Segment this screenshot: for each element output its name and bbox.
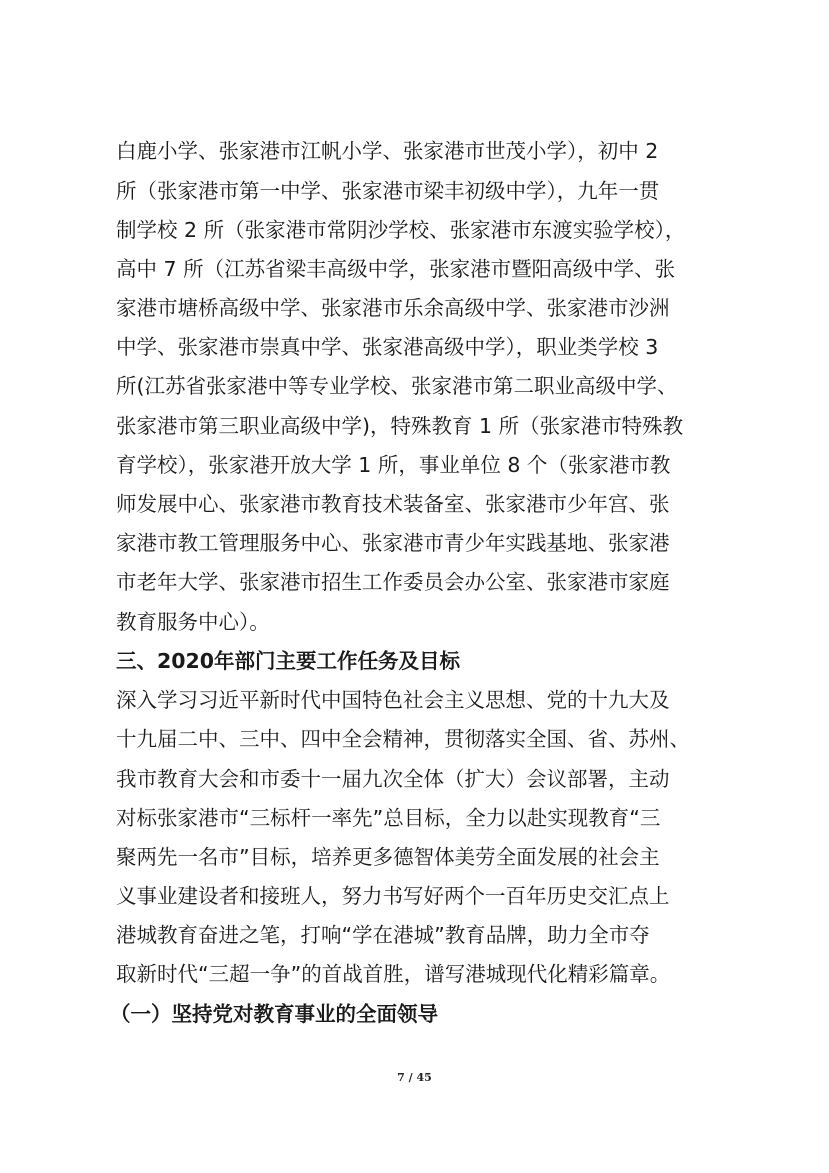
text-line: 高中 7 所（江苏省梁丰高级中学，张家港市暨阳高级中学、张 [116, 257, 676, 281]
text-line: 深入学习习近平新时代中国特色社会主义思想、党的十九大及 [116, 688, 670, 712]
text-line: 家港市塘桥高级中学、张家港市乐余高级中学、张家港市沙洲 [116, 296, 670, 320]
text-line: 我市教育大会和市委十一届九次全体（扩大）会议部署，主动 [116, 767, 670, 791]
text-line: 港城教育奋进之笔，打响“学在港城”教育品牌，助力全市夺 [116, 923, 650, 947]
text-line: 张家港市第三职业高级中学)，特殊教育 1 所（张家港市特殊教 [116, 414, 684, 438]
text-line: 市老年大学、张家港市招生工作委员会办公室、张家港市家庭 [116, 570, 670, 594]
text-line: 白鹿小学、张家港市江帆小学、张家港市世茂小学），初中 2 [116, 139, 659, 163]
text-line: 教育服务中心）。 [116, 610, 270, 634]
text-line: 对标张家港市“三标杆一率先”总目标，全力以赴实现教育“三 [116, 806, 661, 830]
text-line: 中学、张家港市崇真中学、张家港高级中学），职业类学校 3 [116, 335, 659, 359]
text-line: 育学校），张家港开放大学 1 所，事业单位 8 个（张家港市教 [116, 453, 671, 477]
subheading: （一）坚持党对教育事业的全面领导 [110, 1002, 438, 1026]
text-line: 家港市教工管理服务中心、张家港市青少年实践基地、张家港 [116, 531, 670, 555]
text-line: 师发展中心、张家港市教育技术装备室、张家港市少年宫、张 [116, 492, 670, 516]
section-heading: 三、2020年部门主要工作任务及目标 [116, 649, 461, 673]
text-line: 聚两先一名市”目标，培养更多德智体美劳全面发展的社会主 [116, 845, 660, 869]
text-line: 所（张家港市第一中学、张家港市梁丰初级中学），九年一贯 [116, 179, 660, 203]
page-number: 7 / 45 [397, 1071, 432, 1084]
text-line: 所(江苏省张家港中等专业学校、张家港市第二职业高级中学、 [116, 374, 678, 398]
text-line: 制学校 2 所（张家港市常阴沙学校、张家港市东渡实验学校）， [116, 218, 686, 242]
text-line: 取新时代“三超一争”的首战首胜，谱写港城现代化精彩篇章。 [116, 962, 671, 986]
text-line: 十九届二中、三中、四中全会精神，贯彻落实全国、省、苏州、 [116, 727, 690, 751]
text-line: 义事业建设者和接班人，努力书写好两个一百年历史交汇点上 [116, 884, 670, 908]
